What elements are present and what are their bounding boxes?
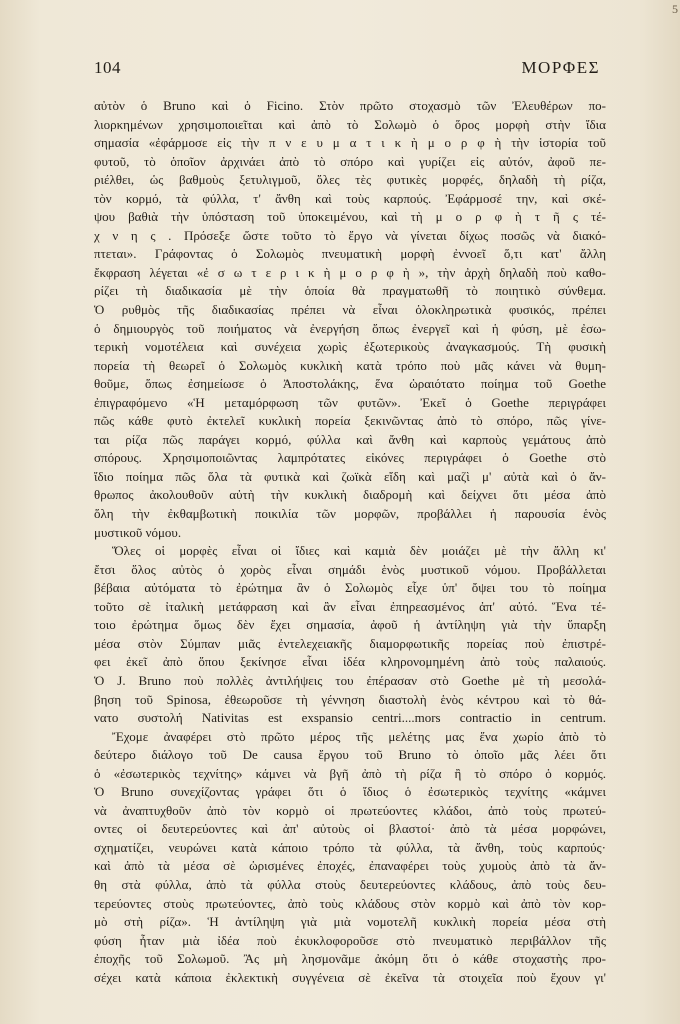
text-line: ὁ δημιουργὸς τοῦ ποιήματος νὰ ἐνεργήση ὅπως ἐνεργεῖ καὶ ἡ φύση, μὲ ἐσω- bbox=[94, 320, 606, 336]
text-line: τοιο ἐρώτημα ὅμως δὲν ἔχει σημασία, ἀφοῦ ἡ ἀντίληψη γιὰ τὴν ὕπαρξη bbox=[94, 617, 606, 633]
text-line: ριέλθει, ὡς βαθμοὺς ξετυλιγμοῦ, ὅλες τὲς φυτικὲς μορφές, δηλαδὴ τὴ ρίζα, bbox=[94, 172, 606, 188]
page-header bbox=[94, 58, 600, 82]
text-line: σχηματίζει, νευρώνει κατὰ κάποιο τρόπο τὰ φύλλα, τὰ ἄνθη, τοὺς καρπούς· bbox=[94, 839, 606, 855]
text-line: δεύτερο διάλογο τοῦ De causa ἔργου τοῦ Bruno τὸ ὁποῖο μᾶς λέει ὅτι bbox=[94, 747, 606, 763]
page-number: 104 bbox=[94, 58, 121, 77]
text-line: Ἔχομε ἀναφέρει στὸ πρῶτο μέρος τῆς μελέτης μας ἕνα χωρίο ἀπὸ τὸ bbox=[112, 728, 606, 744]
text-line: μὸ στὴ ρίζα». Ἡ ἀντίληψη γιὰ μιὰ νομοτελῆ κυκλικὴ πορεία μέσα στὴ bbox=[94, 914, 606, 930]
text-line: βηση τοῦ Spinosa, ἐθεωροῦσε τὴ γέννηση διαστολὴ ἑνὸς κέντρου καὶ τὸ θά- bbox=[94, 691, 606, 707]
text-line: ἐπιγραφόμενο «Ἡ μεταμόρφωση τῶν φυτῶν». Ἐκεῖ ὁ Goethe περιγράφει bbox=[94, 394, 606, 410]
text-line: οντες οἱ δευτερεύοντες καὶ ἀπ' αὐτοὺς οἱ βλαστοί· ἀπὸ τὰ μέσα μορφώνει, bbox=[94, 821, 606, 837]
text-line: μυστικοῦ νόμου. bbox=[94, 524, 182, 540]
text-line: Ὁ Bruno συνεχίζοντας γράφει ὅτι ὁ ἴδιος ὁ ἐσωτερικὸς τεχνίτης «κάμνει bbox=[94, 784, 606, 800]
text-line: ψου βαθιὰ τὴν ὑπόσταση τοῦ ὑποκειμένου, καὶ τὴ μ ο ρ φ ὴ τ ῆ ς τέ- bbox=[94, 209, 606, 225]
text-line: φυτοῦ, τὸ ὁποῖον ἀρχινάει ἀπὸ τὸ σπόρο καὶ γυρίζει εἰς αὐτόν, ἀφοῦ πε- bbox=[94, 153, 606, 169]
text-line: σέχει κατὰ κάποια ἐκλεκτικὴ συγγένεια σὲ ἐκεῖνα τὰ στοιχεῖα ποὺ ἔχουν γι' bbox=[94, 969, 606, 985]
text-line: ὅλη τὴν ἐκθαμβωτικὴ ποικιλία τῶν μορφῶν, προβάλλει ἡ παρουσία ἑνὸς bbox=[94, 506, 606, 522]
text-line: Ὁ ρυθμὸς τῆς διαδικασίας πρέπει νὰ εἶναι ὁλοκληρωτικὰ φυσικός, πρέπει bbox=[94, 302, 606, 318]
text-line: θρωπος ἀκολουθοῦν αὐτὴ τὴν κυκλικὴ διαδρομὴ καὶ δείχνει ὅτι μέσα ἀπὸ bbox=[94, 487, 606, 503]
text-line: ἐποχῆς τοῦ Σολωμοῦ. Ἂς μὴ λησμονᾶμε ἀκόμη ὅτι ὁ κάθε στοχαστὴς προ- bbox=[94, 951, 606, 967]
text-line: βέβαια αὐτόματα τὸ ἐρώτημα ἂν ὁ Σολωμὸς εἶχε ὑπ' ὄψει του τὸ ποίημα bbox=[94, 580, 606, 596]
text-line: χ ν η ς . Πρόσεξε ὥστε τοῦτο τὸ ἔργο νὰ γίνεται δίχως ποσῶς νὰ διακό- bbox=[94, 227, 606, 243]
text-line: θοῦμε, ὅπως ἐσημείωσε ὁ Ἀποστολάκης, ἕνα ὡραιότατο ποίημα τοῦ Goethe bbox=[94, 376, 606, 392]
corner-mark: 5 bbox=[672, 2, 678, 16]
text-line: καὶ ἀπὸ τὰ μέσα σὲ ὡρισμένες ἐποχές, ἐπαναφέρει τοὺς χυμοὺς ἀπὸ τὰ ἄν- bbox=[94, 858, 606, 874]
text-line: τερικὴ νομοτέλεια καὶ συνέχεια χωρὶς ἐξωτερικοὺς ἀναγκασμούς. Τὴ φυσικὴ bbox=[94, 339, 606, 355]
text-line: θη στὰ φύλλα, ἀπὸ τὰ φύλλα στοὺς δευτερεύοντες κλάδους, ἀπὸ τοὺς δευ- bbox=[94, 876, 606, 892]
text-line: νατο συστολή Nativitas est exspansio centri....mors contractio in centrum. bbox=[94, 710, 606, 726]
text-line: ἔκφραση λέγεται «ἐ σ ω τ ε ρ ι κ ὴ μ ο ρ φ ὴ », τὴν ἀρχὴ δηλαδὴ ποὺ καθο- bbox=[94, 264, 606, 280]
text-line: λιορκημένων χρησιμοποιεῖται καὶ ἀπὸ τὸ Σολωμὸ ὁ ὅρος μορφὴ στὴν ἴδια bbox=[94, 116, 606, 132]
text-line: τερεύοντες στοὺς πρωτεύοντες, ἀπὸ τοὺς κλάδους στὸν κορμὸ καὶ ἀπὸ τὸν κορ- bbox=[94, 895, 606, 911]
text-line: φύση ἦταν μιὰ ἰδέα ποὺ ἐκυκλοφοροῦσε στὸ πνευματικὸ περιβάλλον τῆς bbox=[94, 932, 606, 948]
text-line: σημασία «ἐφάρμοσε εἰς τὴν π ν ε υ μ α τ ι κ ὴ μ ο ρ φ ὴ τὴν ἱστορία τοῦ bbox=[94, 135, 606, 151]
body-text bbox=[94, 97, 606, 987]
text-line: Ὁ J. Bruno ποὺ πολλὲς ἀντιλήψεις του ἐπέρασαν στὸ Goethe μὲ τὴ μεσολά- bbox=[94, 672, 606, 688]
text-line: νὰ ἀναπτυχθοῦν ἀπὸ τὸν κορμὸ οἱ πρωτεύοντες κλάδοι, ἀπὸ τοὺς πρωτεύ- bbox=[94, 802, 606, 818]
text-line: Ὅλες οἱ μορφὲς εἶναι οἱ ἴδιες καὶ καμιὰ δὲν μοιάζει μὲ τὴν ἄλλη κι' bbox=[112, 543, 606, 559]
text-line: ἴδιο ποίημα πῶς ὅλα τὰ φυτικὰ καὶ ζωϊκὰ εἴδη καὶ μαζὶ μ' αὐτὰ καὶ ὁ ἄν- bbox=[94, 468, 606, 484]
text-line: τοῦτο σὲ ἰταλικὴ μετάφραση καὶ ἂν εἶναι ἐπηρεασμένος ἀπ' αὐτό. Ἕνα τέ- bbox=[94, 598, 606, 614]
text-line: ται ρίζα πῶς παράγει κορμό, φύλλα καὶ ἄνθη καὶ καρποὺς γεμάτους ἀπὸ bbox=[94, 431, 606, 447]
text-line: τὸν κορμό, τὰ φύλλα, τ' ἄνθη καὶ τοὺς καρπούς. Ἐφάρμοσέ την, καὶ σκέ- bbox=[94, 190, 606, 206]
text-line: ρίζει τὴ διαδικασία μὲ τὴν ὁποία θὰ πραγματωθῆ τὸ ποιητικὸ σύνθεμα. bbox=[94, 283, 606, 299]
text-line: ἔτσι ὅλος αὐτὸς ὁ χορὸς εἶναι σημάδι ἑνὸς μυστικοῦ νόμου. Προβάλλεται bbox=[94, 561, 606, 577]
text-line: μέσα στὸν Σύμπαν μιᾶς ἐντελεχειακῆς διαμορφωτικῆς πορείας ποὺ ἐπιστρέ- bbox=[94, 635, 606, 651]
text-line: πορεία τὴ θεωρεῖ ὁ Σολωμὸς κυκλικὴ κατὰ τρόπο ποὺ μᾶς κάνει νὰ θυμη- bbox=[94, 357, 606, 373]
running-title: ΜΟΡΦΕΣ bbox=[521, 58, 600, 77]
text-line: πτεται». Γράφοντας ὁ Σολωμὸς πνευματικὴ μορφὴ ἐννοεῖ ὅ,τι κατ' ἄλλη bbox=[94, 246, 606, 262]
text-line: πῶς κάθε φυτὸ ἐκτελεῖ κυκλικὴ πορεία ξεκινῶντας ἀπὸ τὸ σπόρο, πῶς γίνε- bbox=[94, 413, 606, 429]
text-line: σπόρους. Χρησιμοποιῶντας λαμπρότατες εἰκόνες περιγράφει ὁ Goethe στὸ bbox=[94, 450, 606, 466]
text-line: αὐτὸν ὁ Bruno καὶ ὁ Ficino. Στὸν πρῶτο στοχασμὸ τῶν Ἐλευθέρων πο- bbox=[94, 98, 606, 113]
text-line: φει ἐκεῖ ἀπὸ ὅπου ξεκίνησε εἶναι ἰδέα κληρονομημένη ἀπὸ τοὺς παλαιούς. bbox=[94, 654, 606, 670]
text-line: ὁ «ἐσωτερικὸς τεχνίτης» κάμνει νὰ βγῆ ἀπὸ τὴ ρίζα ἢ τὸ σπόρο ὁ κορμός. bbox=[94, 765, 606, 781]
